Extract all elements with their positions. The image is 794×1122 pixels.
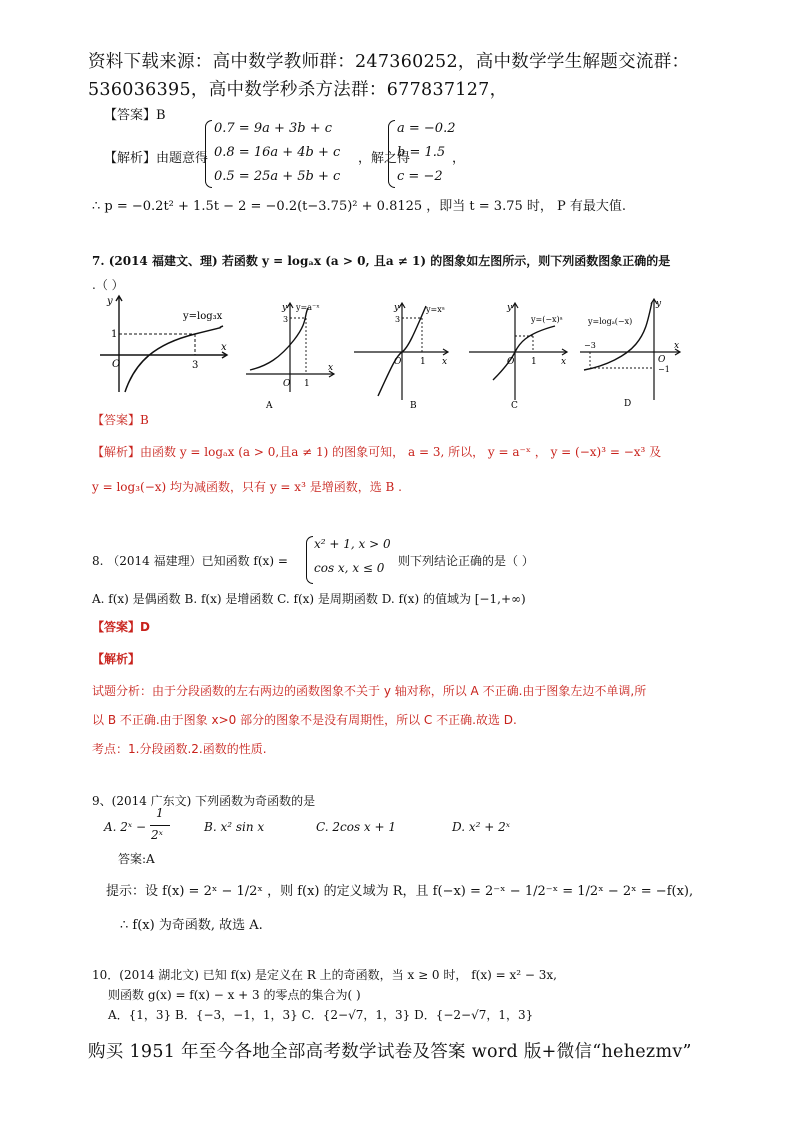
- q7-analysis-1: 【解析】由函数 y = logₐx (a > 0,且a ≠ 1) 的图象可知， a = 3, 所以， y = a⁻ˣ ， y = (−x)³ = −x³ 及: [92, 445, 662, 459]
- solution-b: b = 1.5: [397, 145, 446, 160]
- q9-opt-b: B. x² sin x: [204, 820, 265, 834]
- graph-c: [465, 300, 573, 412]
- q6-solve-text: ，解之得: [358, 151, 411, 166]
- q7-blank: .（ ）: [92, 278, 124, 292]
- q9-frac-bar: [150, 825, 170, 826]
- graph-a-tick-1: 1: [304, 379, 310, 389]
- graph-b-tick-3: 3: [395, 315, 401, 324]
- q10-options: A．{1，3} B．{−3，−1，1，3} C．{2−√7，1，3} D．{−2−√7，1，3}: [108, 1008, 534, 1022]
- main-log-graph: [95, 292, 235, 397]
- system-brace: [205, 120, 212, 188]
- main-curve-label: y=log₃x: [183, 311, 223, 322]
- graph-c-tick-1: 1: [531, 357, 537, 367]
- q8-answer: 【答案】D: [92, 620, 150, 634]
- q9-hint: 提示：设 f(x) = 2ˣ − 1/2ˣ ，则 f(x) 的定义域为 R，且 f(−x) = 2⁻ˣ − 1/2⁻ˣ = 1/2ˣ − 2ˣ = −f(x),: [106, 884, 694, 899]
- q9-frac-den: 2ˣ: [151, 828, 163, 842]
- graph-b-tick-1: 1: [420, 357, 426, 367]
- graph-c-axis-y: y: [507, 303, 513, 313]
- q9-opt-a: A. 2ˣ −: [104, 820, 147, 834]
- q8-analysis-2: 以 B 不正确.由于图象 x>0 部分的图象不是没有周期性，所以 C 不正确.故选 D.: [92, 713, 517, 727]
- graph-a-origin: O: [283, 379, 291, 389]
- q6-analysis-label: 【解析】由题意得: [104, 151, 209, 166]
- q7-answer: 【答案】B: [92, 413, 149, 427]
- graph-a-label: y=a⁻ˣ: [296, 303, 320, 312]
- q7-stem: 7. (2014 福建文、理) 若函数 y = logₐx (a > 0, 且a ≠ 1) 的图象如左图所示，则下列函数图象正确的是: [92, 254, 671, 268]
- header-line-1: 资料下载来源：高中数学教师群：247360252，高中数学学生解题交流群：: [88, 52, 690, 72]
- q8-analysis-3: 考点：1.分段函数.2.函数的性质.: [92, 742, 267, 756]
- graph-a-axis-y: y: [282, 303, 288, 313]
- q6-answer: 【答案】B: [104, 108, 166, 123]
- graph-b: [350, 300, 455, 412]
- main-axis-y: y: [107, 296, 113, 307]
- graph-b-label: y=xᵃ: [426, 305, 445, 314]
- graph-a-tick-3: 3: [283, 315, 289, 324]
- graph-d-origin: O: [658, 355, 666, 365]
- graph-c-axis-x: x: [561, 357, 567, 367]
- graph-d-axis-x: x: [674, 341, 680, 351]
- q8-brace: [306, 536, 313, 584]
- graph-b-axis-x: x: [442, 357, 448, 367]
- graph-d-letter: D: [624, 399, 632, 409]
- q10-stem-1: 10．(2014 湖北文) 已知 f(x) 是定义在 R 上的奇函数，当 x ≥ 0 时， f(x) = x² − 3x,: [92, 968, 557, 982]
- graph-d-label: y=logₐ(−x): [588, 317, 633, 326]
- graph-c-label: y=(−x)ᵃ: [531, 315, 563, 324]
- header-line-2: 536036395，高中数学秒杀方法群：677837127，: [88, 80, 508, 100]
- q9-opt-d: D. x² + 2ˣ: [452, 820, 510, 834]
- q9-conclusion: ∴ f(x) 为奇函数, 故选 A.: [120, 918, 263, 933]
- q9-answer: 答案:A: [118, 852, 155, 866]
- system-eq-2: 0.8 = 16a + 4b + c: [214, 145, 341, 160]
- graph-d-tick-neg3: −3: [584, 341, 596, 350]
- graph-a-axis-x: x: [328, 363, 334, 373]
- main-origin: O: [112, 359, 121, 370]
- q8-analysis-1: 试题分析：由于分段函数的左右两边的函数图象不关于 y 轴对称，所以 A 不正确.由于图象左边不单调,所: [92, 684, 647, 698]
- solution-a: a = −0.2: [397, 121, 456, 136]
- footer-ad: 购买 1951 年至今各地全部高考数学试卷及答案 word 版+微信“hehezmv”: [88, 1042, 692, 1062]
- q9-stem: 9、(2014 广东文) 下列函数为奇函数的是: [92, 794, 316, 808]
- q8-options: A. f(x) 是偶函数 B. f(x) 是增函数 C. f(x) 是周期函数 D. f(x) 的值域为 [−1,+∞): [92, 592, 526, 606]
- system-eq-1: 0.7 = 9a + 3b + c: [214, 121, 333, 136]
- q9-frac-num: 1: [156, 806, 164, 820]
- solution-c: c = −2: [397, 169, 443, 184]
- q8-analysis-label: 【解析】: [92, 652, 141, 666]
- q8-case-2: cos x, x ≤ 0: [314, 561, 385, 575]
- graph-b-origin: O: [394, 357, 402, 367]
- q10-stem-2: 则函数 g(x) = f(x) − x + 3 的零点的集合为( ): [108, 988, 361, 1002]
- solution-brace: [388, 120, 395, 188]
- graph-d-tick-neg1: −1: [658, 365, 670, 374]
- q7-analysis-2: y = log₃(−x) 均为减函数，只有 y = x³ 是增函数，选 B .: [92, 480, 402, 494]
- q8-stem-post: 则下列结论正确的是（ ）: [398, 554, 534, 568]
- main-tick-3: 3: [192, 360, 199, 371]
- q6-conclusion: ∴ p = −0.2t² + 1.5t − 2 = −0.2(t−3.75)² + 0.8125 ，即当 t = 3.75 时， P 有最大值.: [92, 199, 627, 214]
- q9-opt-c: C. 2cos x + 1: [316, 820, 397, 834]
- q8-stem-pre: 8. （2014 福建理）已知函数 f(x) =: [92, 554, 288, 568]
- solution-comma: ，: [452, 151, 466, 166]
- system-eq-3: 0.5 = 25a + 5b + c: [214, 169, 341, 184]
- graph-b-axis-y: y: [394, 303, 400, 313]
- graph-a: [242, 300, 340, 412]
- graph-a-letter: A: [266, 401, 273, 411]
- graph-d-axis-y: y: [656, 299, 662, 309]
- graph-d: [576, 296, 684, 412]
- main-tick-1: 1: [111, 329, 118, 340]
- graph-b-letter: B: [410, 401, 417, 411]
- graph-c-letter: C: [511, 401, 518, 411]
- graph-c-origin: O: [507, 357, 515, 367]
- q8-case-1: x² + 1, x > 0: [314, 537, 391, 551]
- main-axis-x: x: [221, 342, 227, 353]
